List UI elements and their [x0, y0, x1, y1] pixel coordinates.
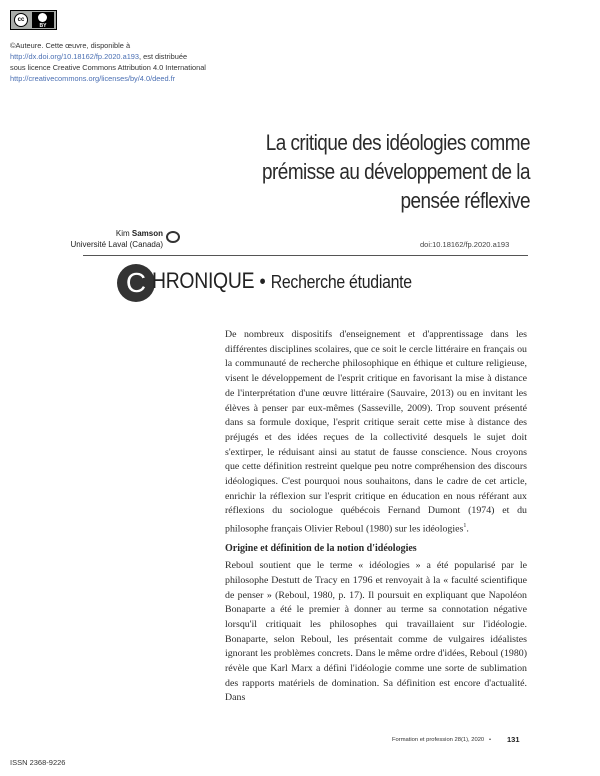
paragraph-intro-text: De nombreux dispositifs d'enseignement et d'apprentissage dans les différentes disciplines scolaires, que ce soit le cercle littéraire en français ou la communauté de recherche philosophique en éthique et culture religieuse, visent le développement de l'esprit critique en favorisant la mise à distance de l'interprétation d'une œuvre littéraire (Sauvaire, 2013) ou en invitant les élèves à penser par eux-mêmes (Sasseville, 2009). Trop souvent présenté dans sa formule doxique, l'esprit critique serait cette mise à distance des préjugés et des idées reçues de la collectivité desquels le sujet doit s'extirper, le réduisant ainsi au statut de fausse conscience. Nous croyons que cette définition restreint quelque peu notre compréhension des discours idéologiques. C'est pourquoi nous souhaitons, dans le cadre de cet article, enrichir la réflexion sur l'esprit critique en éducation en nous référant aux réflexions du sociologue québécois Fernand Dumont (1974) et du philosophe français Olivier Reboul (1980) sur les idéologies — [225, 329, 527, 535]
license-line-1: ©Auteure. Cette œuvre, disponible à — [10, 41, 131, 50]
by-badge-text: BY — [39, 23, 47, 29]
rubric-initial-badge: C — [117, 264, 155, 302]
title-line-3: pensée réflexive — [400, 188, 530, 213]
footer-journal — [392, 737, 491, 743]
attribution-icon — [32, 12, 54, 28]
title-line-2: prémisse au développement de la — [262, 159, 530, 184]
cc-badge-text: cc — [17, 17, 25, 23]
author-institution: Université Laval (Canada) — [70, 240, 163, 249]
rubric-subtitle: Recherche étudiante — [270, 272, 412, 292]
title-line-1: La critique des idéologies comme — [265, 130, 530, 155]
article-body — [225, 328, 527, 706]
article-doi: doi:10.18162/fp.2020.a193 — [420, 240, 510, 249]
license-notice — [10, 40, 206, 84]
author-first-name: Kim — [115, 229, 130, 238]
header-divider — [83, 255, 528, 256]
institution-logo-icon — [166, 231, 180, 243]
creative-commons-icon — [14, 13, 28, 27]
issn: ISSN 2368-9226 — [10, 758, 66, 767]
author-last-name: Samson — [131, 229, 163, 238]
section-heading: Origine et définition de la notion d'idéologies — [225, 543, 417, 555]
cc-by-badge — [10, 10, 57, 30]
rubric-separator: • — [259, 271, 266, 293]
rubric-label: HRONIQUE — [152, 268, 255, 293]
doi-link[interactable]: http://dx.doi.org/10.18162/fp.2020.a193 — [10, 52, 140, 61]
page-number: 131 — [507, 735, 520, 744]
footer-bullet: • — [489, 737, 492, 743]
journal-citation: Formation et profession 28(1), 2020 — [392, 737, 485, 743]
paragraph-intro — [225, 328, 527, 537]
footnote-mark[interactable]: 1 — [463, 523, 467, 530]
author-block — [60, 228, 163, 250]
creative-commons-link[interactable]: http://creativecommons.org/licenses/by/4.0/deed.fr — [10, 74, 176, 83]
paragraph-origin: Reboul soutient que le terme « idéologies » a été popularisé par le philosophe Destutt de Tracy en 1796 et renvoyait à la « faculté scientifique de penser » (Reboul, 1980, p. 17). Il poursuit en expliquant que Napoléon Bonaparte a été le premier à donner au terme sa connotation négative lorsqu'il critiquait les philosophes qui travaillaient sur l'idéologie. Bonaparte, selon Reboul, les présentait comme de vulgaires idéalistes ignorant les problèmes concrets. Dans le même ordre d'idées, Reboul (1980) révèle que Karl Marx a défini l'idéologie comme une sorte de sublimation des rapports matériels de domination. Sa définition est encore d'actualité. Dans — [225, 560, 527, 704]
article-title — [203, 128, 530, 215]
person-icon — [38, 13, 47, 22]
license-line-2-suffix: , est distribuée — [139, 52, 188, 61]
license-line-2 — [10, 51, 206, 62]
license-line-3: sous licence Creative Commons Attribution 4.0 International — [10, 63, 206, 72]
author-name — [60, 228, 163, 239]
paragraph-intro-end: . — [466, 523, 469, 535]
rubric-heading — [152, 268, 412, 294]
